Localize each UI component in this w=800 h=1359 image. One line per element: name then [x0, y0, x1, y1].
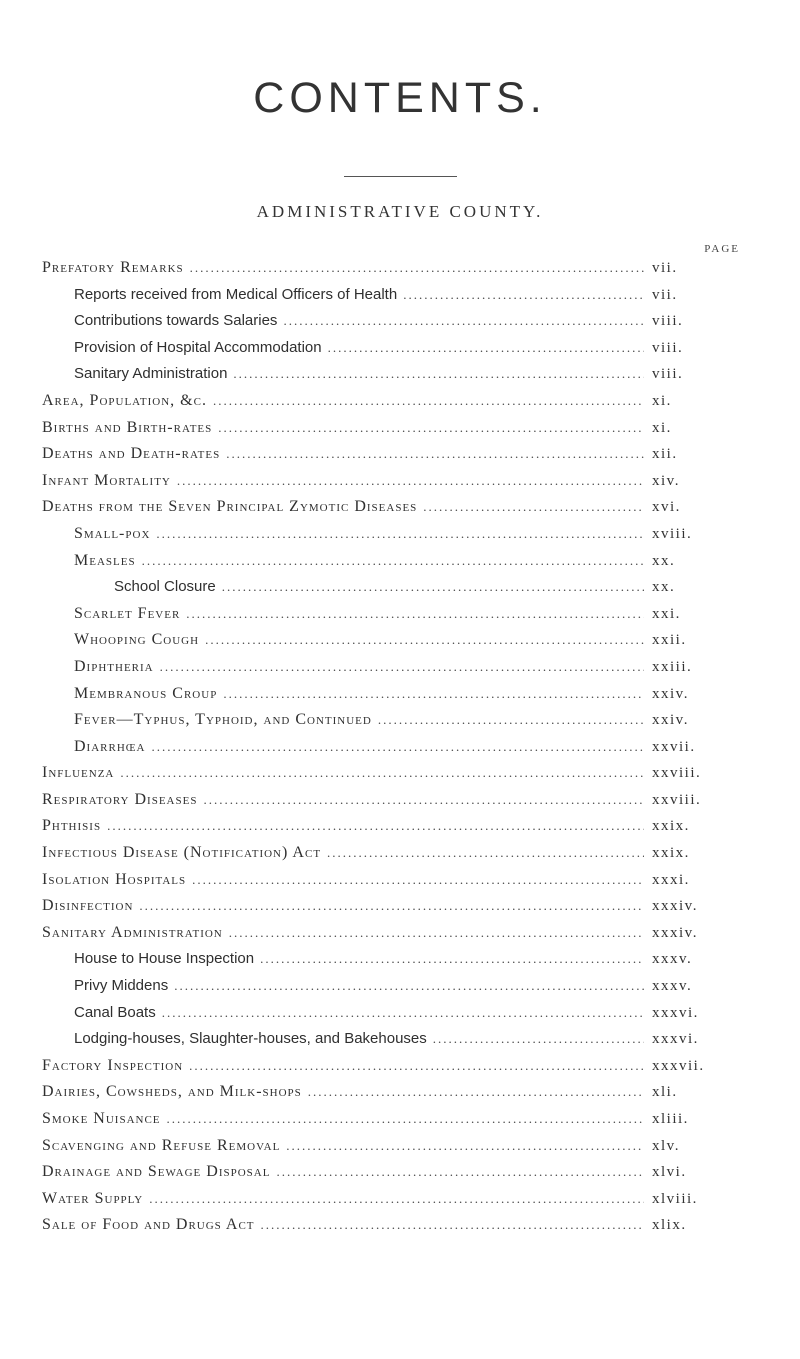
toc-entry-label: Scarlet Fever — [74, 604, 181, 622]
toc-entry — [0, 950, 800, 977]
dot-leader — [156, 526, 644, 542]
dot-leader — [403, 287, 644, 303]
toc-entry-page: viii. — [652, 366, 684, 383]
toc-entry-label: Sanitary Administration — [42, 923, 223, 941]
toc-entry — [0, 286, 800, 313]
toc-entry — [0, 924, 800, 951]
toc-entry-label: Membranous Croup — [74, 684, 218, 702]
toc-entry — [0, 1057, 800, 1084]
toc-entry-label: Lodging-houses, Slaughter-houses, and Bakehouses — [74, 1030, 427, 1048]
toc-entry-label: Diphtheria — [74, 657, 154, 675]
dot-leader — [213, 393, 644, 409]
toc-entry — [0, 1004, 800, 1031]
toc-entry — [0, 977, 800, 1004]
toc-entry-page: xviii. — [652, 525, 693, 542]
toc-entry-page: viii. — [652, 313, 684, 330]
toc-entry-page: xvi. — [652, 499, 681, 516]
toc-entry — [0, 1163, 800, 1190]
toc-entry — [0, 1110, 800, 1137]
dot-leader — [177, 473, 644, 489]
toc-entry-label: Provision of Hospital Accommodation — [74, 338, 322, 356]
toc-entry-page: xxxv. — [652, 951, 693, 968]
toc-entry — [0, 552, 800, 579]
toc-entry-page: xxii. — [652, 632, 687, 649]
toc-entry-page: xxxi. — [652, 871, 690, 888]
toc-entry-page: xxix. — [652, 818, 690, 835]
dot-leader — [423, 499, 644, 515]
dot-leader — [120, 765, 644, 781]
toc-entry — [0, 871, 800, 898]
toc-entry-page: xxiv. — [652, 685, 689, 702]
toc-entry-label: Prefatory Remarks — [42, 259, 184, 276]
toc-entry-label: Influenza — [42, 764, 115, 782]
toc-entry-page: xxxv. — [652, 978, 693, 995]
toc-entry — [0, 525, 800, 552]
dot-leader — [149, 1191, 644, 1207]
toc-entry-label: Factory Inspection — [42, 1056, 184, 1074]
dot-leader — [139, 898, 644, 914]
toc-entry-page: xiv. — [652, 472, 680, 489]
dot-leader — [286, 1138, 644, 1154]
toc-entry-page: xxiv. — [652, 712, 689, 729]
dot-leader — [328, 340, 644, 356]
dot-leader — [160, 659, 644, 675]
toc-entry-label: Infant Mortality — [42, 471, 171, 489]
toc-entry-page: xx. — [652, 579, 676, 596]
toc-entry-page: xxxvi. — [652, 1004, 699, 1021]
toc-entry — [0, 897, 800, 924]
toc-entry-label: House to House Inspection — [74, 950, 255, 968]
toc-entry — [0, 419, 800, 446]
dot-leader — [233, 366, 644, 382]
toc-entry-label: Canal Boats — [74, 1003, 156, 1021]
dot-leader — [167, 1111, 644, 1127]
dot-leader — [142, 553, 644, 569]
dot-leader — [276, 1164, 644, 1180]
dot-leader — [261, 1217, 644, 1233]
dot-leader — [433, 1031, 644, 1047]
dot-leader — [186, 606, 644, 622]
toc-entry-label: Measles — [74, 551, 136, 569]
toc-entry-label: Reports received from Medical Officers of Health — [74, 285, 398, 303]
toc-entry-label: Fever—Typhus, Typhoid, and Continued — [74, 711, 372, 729]
dot-leader — [378, 712, 644, 728]
dot-leader — [203, 792, 644, 808]
dot-leader — [327, 845, 644, 861]
toc-entry-label: Disinfection — [42, 897, 134, 915]
toc-entry-label: Diarrhœa — [74, 737, 146, 755]
toc-entry — [0, 312, 800, 339]
dot-leader — [223, 686, 644, 702]
toc-entry-page: xi. — [652, 392, 672, 409]
toc-entry-label: Smoke Nuisance — [42, 1110, 161, 1127]
toc-entry-label: Privy Middens — [74, 977, 169, 995]
toc-entry — [0, 472, 800, 499]
toc-entry-page: xii. — [652, 446, 678, 463]
toc-entry-label: Respiratory Diseases — [42, 790, 198, 808]
dot-leader — [190, 260, 644, 276]
toc-entry-page: xxi. — [652, 605, 681, 622]
toc-entry — [0, 631, 800, 658]
toc-entry — [0, 844, 800, 871]
toc-entry-label: Contributions towards Salaries — [74, 312, 278, 330]
toc-entry-label: Scavenging and Refuse Removal — [42, 1136, 281, 1154]
dot-leader — [226, 446, 644, 462]
dot-leader — [152, 739, 644, 755]
section-subtitle: ADMINISTRATIVE COUNTY. — [256, 202, 544, 221]
toc-entry-page: xlvi. — [652, 1164, 687, 1181]
dot-leader — [260, 951, 644, 967]
toc-entry — [0, 365, 800, 392]
toc-entry-page: xxviii. — [652, 791, 702, 808]
toc-entry — [0, 1030, 800, 1057]
toc-entry — [0, 1190, 800, 1217]
toc-entry — [0, 1137, 800, 1164]
toc-entry-page: xlix. — [652, 1217, 687, 1234]
toc-entry — [0, 605, 800, 632]
toc-entry — [0, 658, 800, 685]
toc-entry-label: School Closure — [114, 578, 216, 596]
toc-entry — [0, 339, 800, 366]
toc-entry-label: Sale of Food and Drugs Act — [42, 1216, 255, 1234]
toc-entry-page: xlv. — [652, 1137, 680, 1154]
toc-entry-page: xxxiv. — [652, 898, 698, 915]
toc-entry — [0, 1083, 800, 1110]
toc-entry — [0, 445, 800, 472]
toc-entry-label: Deaths from the Seven Principal Zymotic Diseases — [42, 498, 418, 516]
dot-leader — [107, 818, 644, 834]
toc-entry-page: xx. — [652, 552, 676, 569]
toc-entry-label: Dairies, Cowsheds, and Milk-shops — [42, 1083, 302, 1101]
toc-entry-page: xxvii. — [652, 738, 696, 755]
toc-entry-page: vii. — [652, 260, 678, 276]
toc-entry — [0, 711, 800, 738]
dot-leader — [174, 978, 644, 994]
toc-entry-page: xxxiv. — [652, 924, 698, 941]
toc-entry-page: xxxvi. — [652, 1031, 699, 1048]
toc-entry — [0, 1216, 800, 1243]
toc-entry-page: xi. — [652, 419, 672, 436]
dot-leader — [229, 925, 644, 941]
dot-leader — [192, 872, 644, 888]
dot-leader — [222, 579, 644, 595]
toc-entry — [0, 259, 800, 286]
toc-entry — [0, 791, 800, 818]
toc-entry-label: Deaths and Death-rates — [42, 445, 221, 463]
toc-entry — [0, 738, 800, 765]
toc-entry-page: xxiii. — [652, 658, 693, 675]
dot-leader — [308, 1084, 644, 1100]
toc-entry — [0, 685, 800, 712]
toc-entry-label: Phthisis — [42, 817, 102, 835]
dot-leader — [283, 313, 644, 329]
toc-entry — [0, 578, 800, 605]
toc-entry-label: Infectious Disease (Notification) Act — [42, 844, 322, 862]
toc-entry-page: xxix. — [652, 845, 690, 862]
toc-entry-label: Births and Birth-rates — [42, 418, 213, 436]
page-column-label: PAGE — [704, 243, 740, 255]
toc-entry-page: xxxvii. — [652, 1057, 705, 1074]
toc-entry-page: xlviii. — [652, 1190, 698, 1207]
table-of-contents — [0, 259, 800, 1243]
dot-leader — [162, 1005, 644, 1021]
toc-entry-label: Area, Population, &c. — [42, 391, 207, 409]
dot-leader — [189, 1058, 644, 1074]
toc-entry-label: Drainage and Sewage Disposal — [42, 1163, 271, 1181]
toc-entry-page: xli. — [652, 1084, 678, 1101]
dot-leader — [205, 632, 644, 648]
toc-entry-label: Isolation Hospitals — [42, 870, 187, 888]
page-title: CONTENTS. — [253, 74, 547, 122]
toc-entry-label: Sanitary Administration — [74, 365, 228, 383]
toc-entry-page: viii. — [652, 339, 684, 356]
toc-entry-page: vii. — [652, 286, 678, 303]
toc-entry — [0, 498, 800, 525]
toc-entry-label: Small-pox — [74, 524, 151, 542]
toc-entry-label: Whooping Cough — [74, 631, 200, 649]
toc-entry-page: xliii. — [652, 1111, 689, 1127]
toc-entry — [0, 817, 800, 844]
toc-entry-page: xxviii. — [652, 765, 702, 782]
toc-entry — [0, 764, 800, 791]
toc-entry-label: Water Supply — [42, 1189, 144, 1207]
title-divider — [344, 176, 457, 177]
dot-leader — [218, 420, 644, 436]
toc-entry — [0, 392, 800, 419]
